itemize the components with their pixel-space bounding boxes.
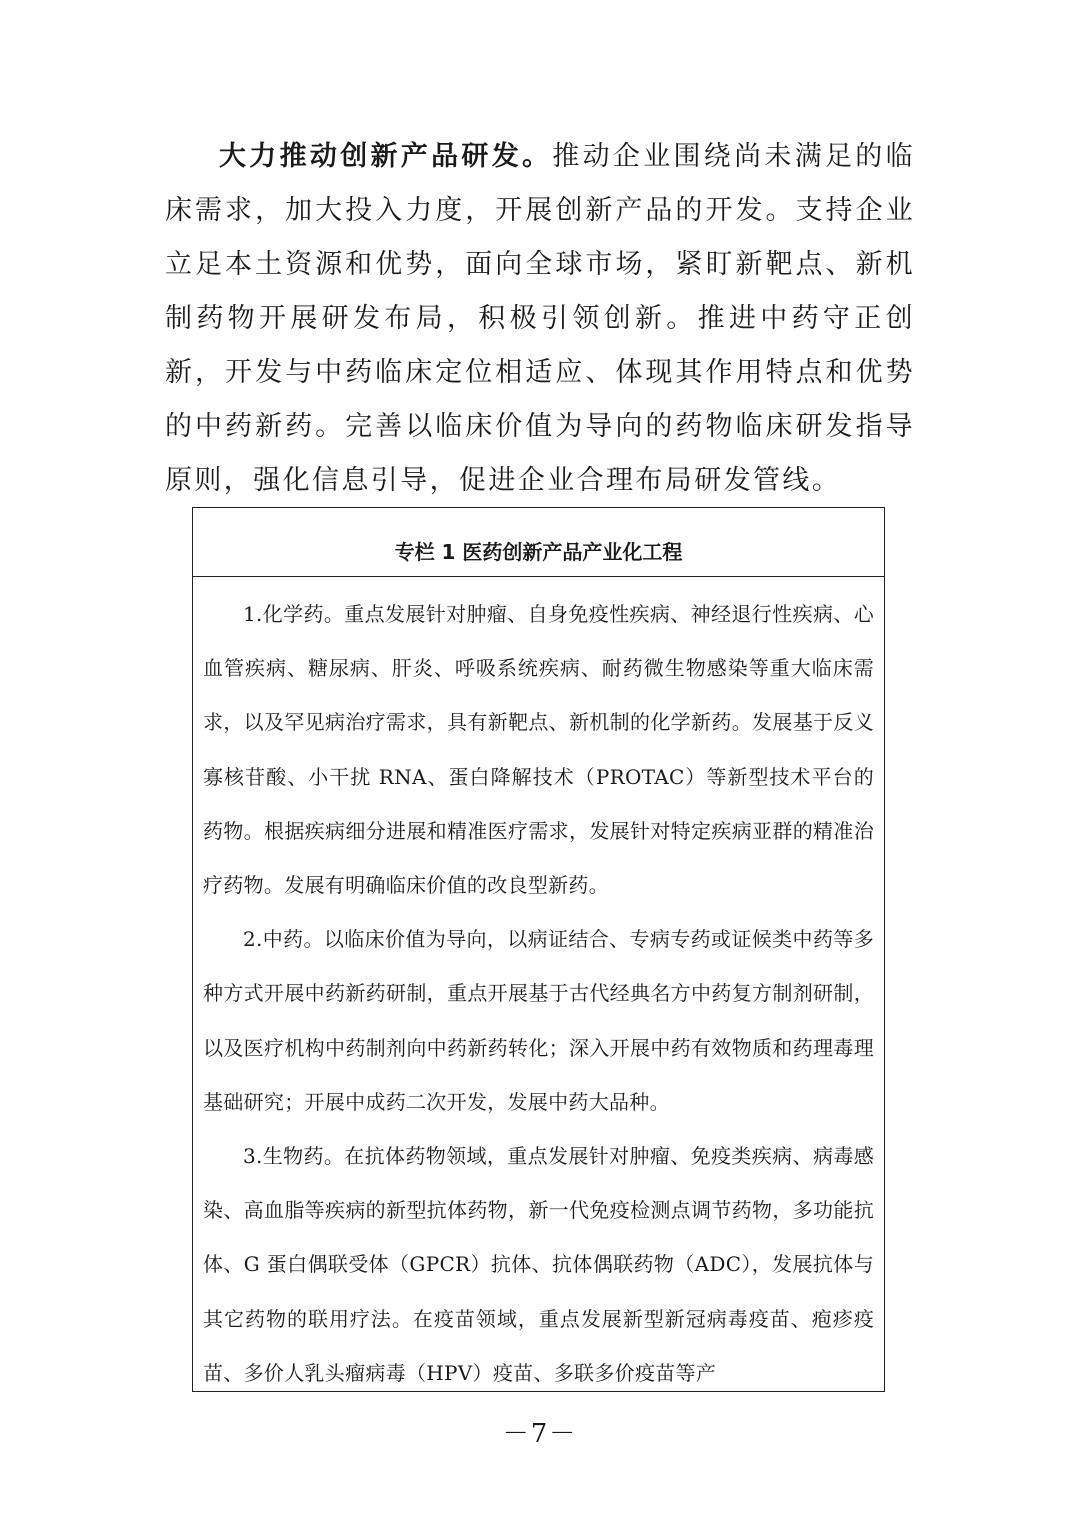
column-paragraph-chinese-medicine: 2.中药。以临床价值为导向，以病证结合、专病专药或证候类中药等多种方式开展中药新药研制，重点开展基于古代经典名方中药复方制剂研制，以及医疗机构中药制剂向中药新药转化；深入开展中药有效物质和药理毒理基础研究；开展中成药二次开发，发展中药大品种。 — [203, 927, 874, 1114]
page-number: －7－ — [502, 1419, 578, 1449]
column-body — [193, 577, 884, 1392]
intro-lead-heading: 大力推动创新产品研发。 — [219, 141, 553, 172]
intro-paragraph — [165, 130, 915, 508]
column-paragraph-biological-drugs: 3.生物药。在抗体药物领域，重点发展针对肿瘤、免疫类疾病、病毒感染、高血脂等疾病的新型抗体药物，新一代免疫检测点调节药物，多功能抗体、G 蛋白偶联受体（GPCR）抗体、抗体偶联药物（ADC），发展抗体与其它药物的联用疗法。在疫苗领域，重点发展新型新冠病毒疫苗、疱疹疫苗、多价人乳头瘤病毒（HPV）疫苗、多联多价疫苗等产 — [203, 1144, 874, 1385]
column-title-text: 专栏 1 医药创新产品产业化工程 — [394, 540, 683, 564]
column-paragraph-chemical-drugs: 1.化学药。重点发展针对肿瘤、自身免疫性疾病、神经退行性疾病、心血管疾病、糖尿病、肝炎、呼吸系统疾病、耐药微生物感染等重大临床需求，以及罕见病治疗需求，具有新靶点、新机制的化学新药。发展基于反义寡核苷酸、小干扰 RNA、蛋白降解技术（PROTAC）等新型技术平台的药物。根据疾病细分进展和精准医疗需求，发展针对特定疾病亚群的精准治疗药物。发展有明确临床价值的改良型新药。 — [203, 602, 874, 898]
column-title — [193, 508, 884, 577]
column-box — [192, 507, 885, 1392]
intro-body-text: 推动企业围绕尚未满足的临床需求，加大投入力度，开展创新产品的开发。支持企业立足本土资源和优势，面向全球市场，紧盯新靶点、新机制药物开展研发布局，积极引领创新。推进中药守正创新，开发与中药临床定位相适应、体现其作用特点和优势的中药新药。完善以临床价值为导向的药物临床研发指导原则，强化信息引导，促进企业合理布局研发管线。 — [165, 141, 915, 496]
